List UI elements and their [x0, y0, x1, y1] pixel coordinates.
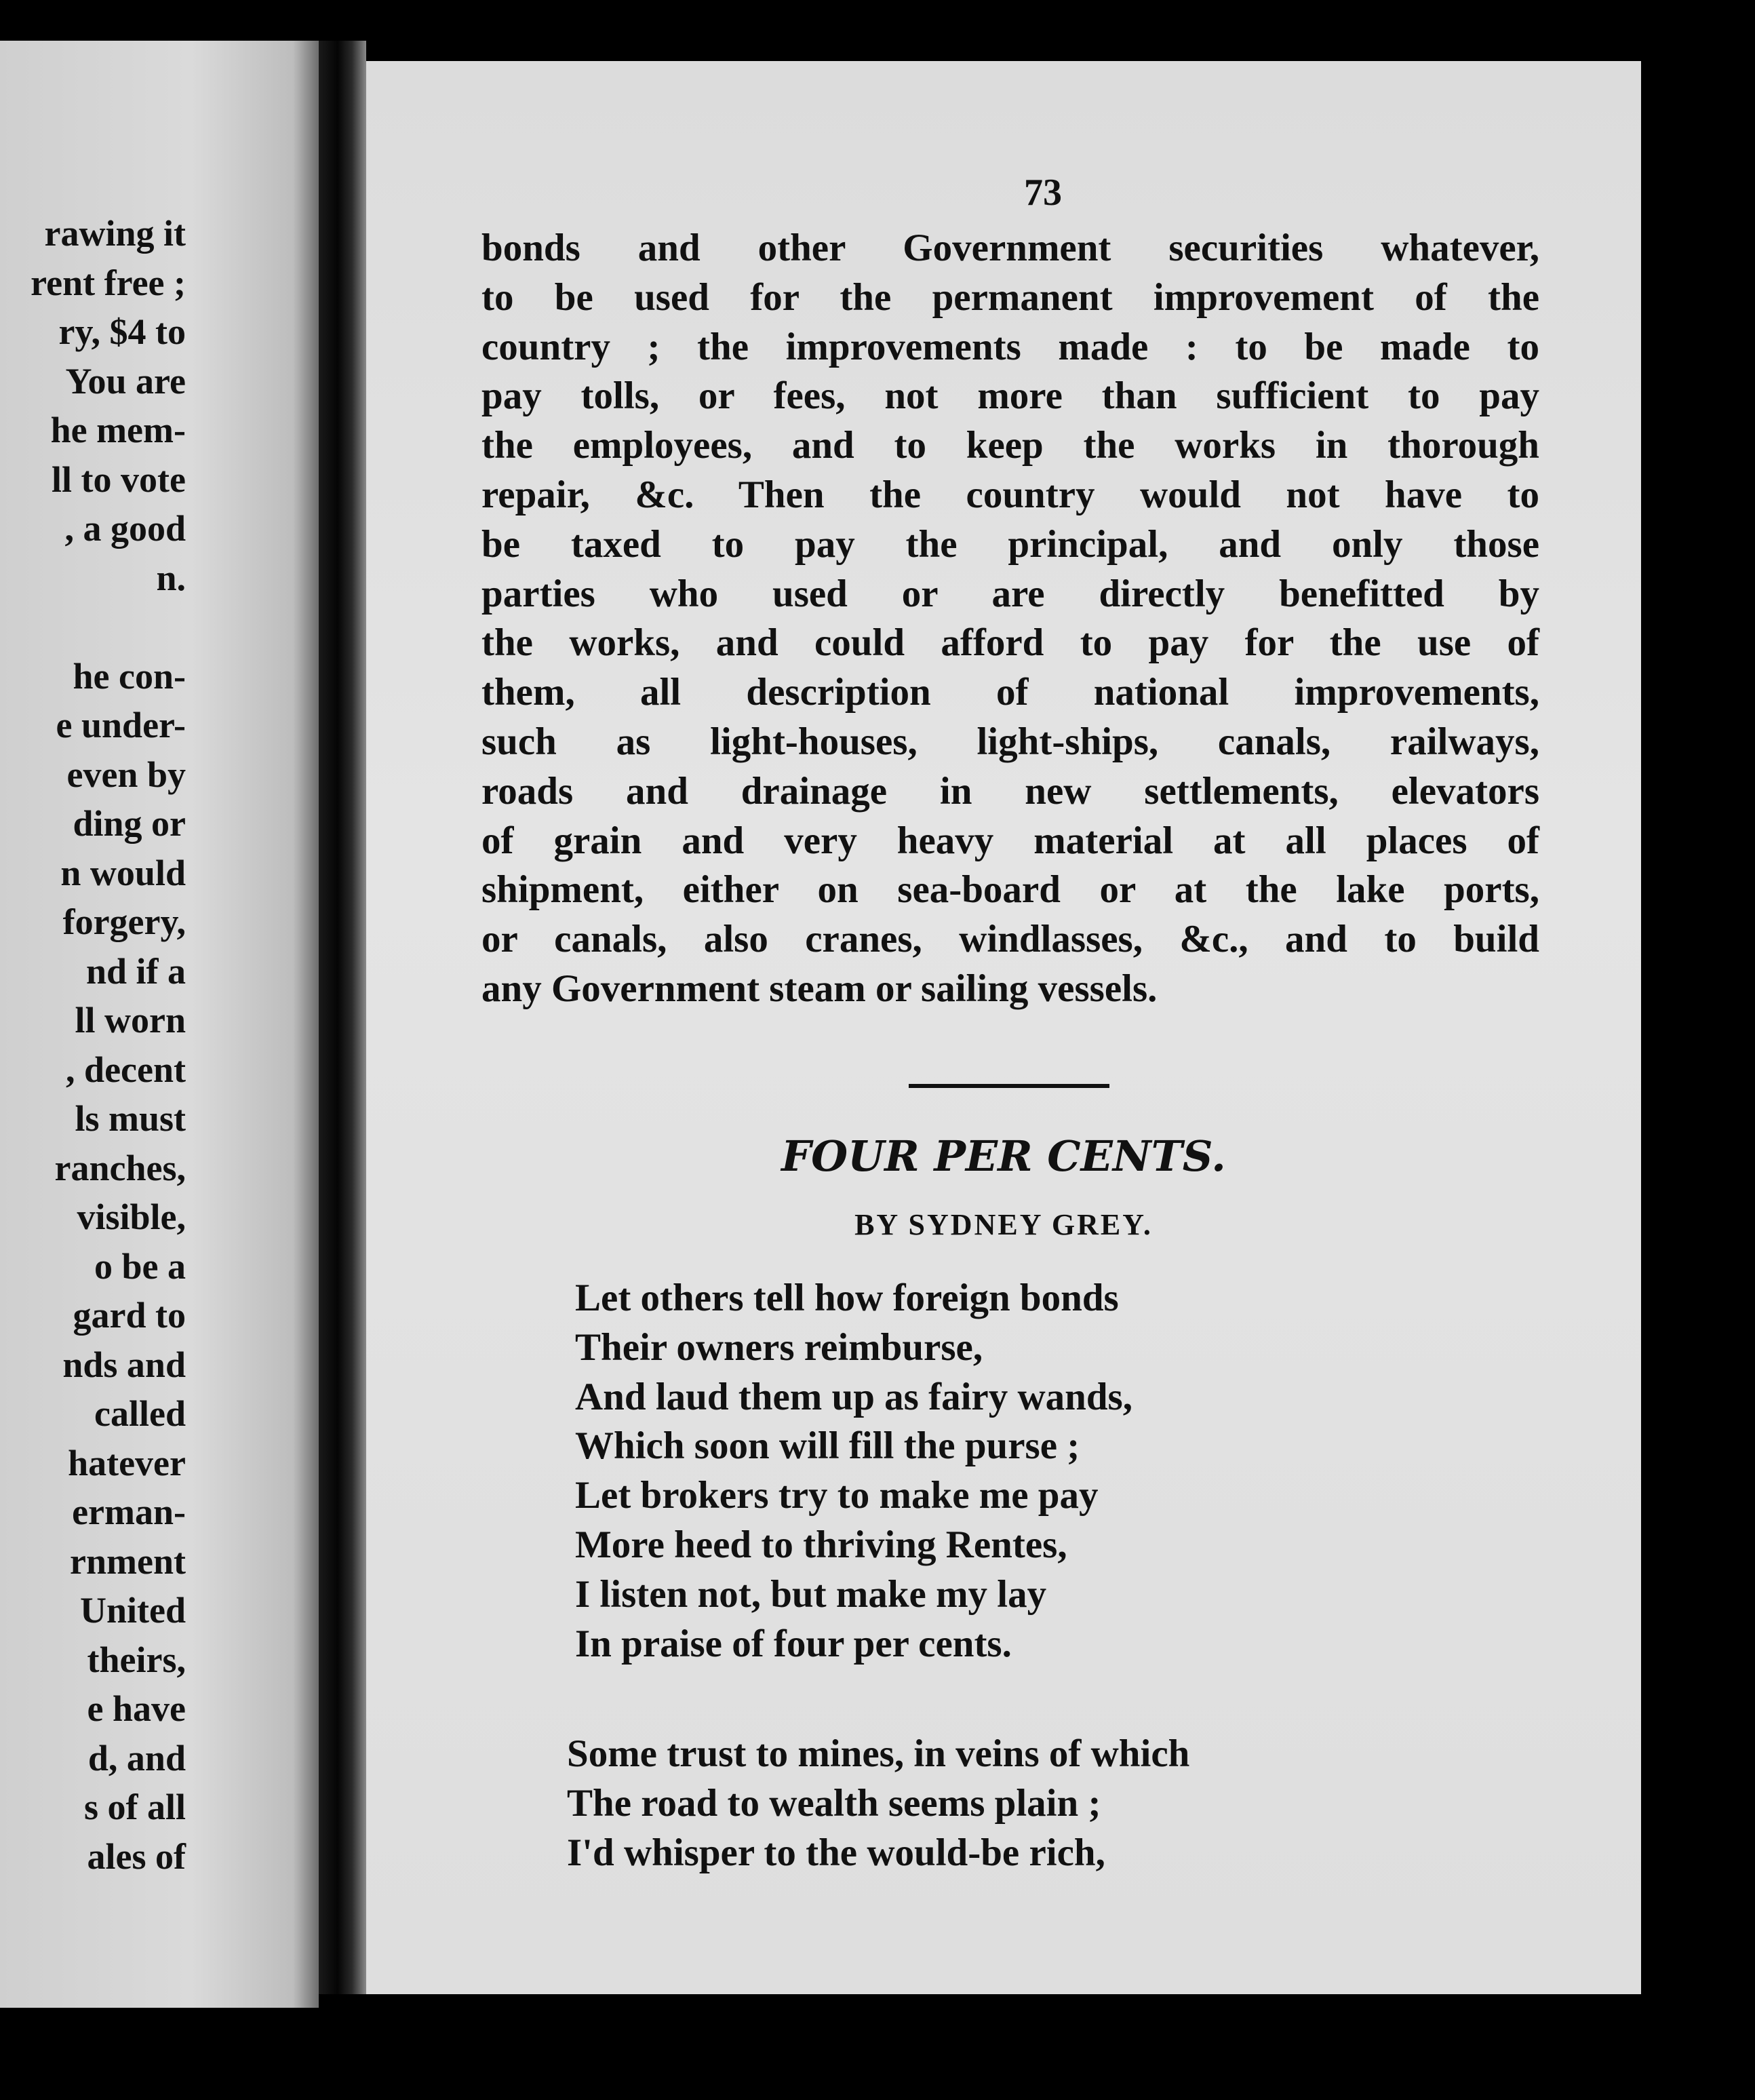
verse-line: Let brokers try to make me pay [575, 1474, 1099, 1517]
verse-line: The road to wealth seems plain ; [567, 1781, 1101, 1825]
left-line: ales of [87, 1835, 186, 1877]
book-binding-gutter [319, 41, 366, 1994]
left-line: o be a [94, 1245, 186, 1287]
prose-line: any Government steam or sailing vessels. [481, 967, 1158, 1010]
left-line: ry, $4 to [58, 311, 186, 352]
left-line: called [94, 1393, 186, 1434]
left-line: gard to [73, 1295, 186, 1336]
prose-line: roads and drainage in new settlements, elevators [481, 769, 1539, 813]
left-line: hatever [68, 1442, 186, 1483]
prose-line: shipment, either on sea-board or at the lake ports, [481, 868, 1539, 912]
verse-line: I listen not, but make my lay [575, 1572, 1047, 1616]
left-line: d, and [87, 1737, 186, 1778]
left-line: ll to vote [52, 459, 186, 500]
poem-byline: BY SYDNEY GREY. [854, 1208, 1153, 1241]
prose-line: the works, and could afford to pay for the use of [481, 621, 1539, 665]
poem-title: FOUR PER CENTS. [781, 1131, 1226, 1181]
left-line: he mem- [50, 410, 186, 450]
left-line: theirs, [87, 1639, 186, 1680]
prose-line: them, all description of national improvements, [481, 671, 1539, 714]
left-line: rnment [70, 1540, 186, 1582]
left-facing-page [0, 41, 319, 2008]
prose-line: country ; the improvements made : to be made to [481, 325, 1539, 368]
verse-line: Let others tell how foreign bonds [575, 1277, 1119, 1319]
prose-line: parties who used or are directly benefitted by [481, 572, 1539, 615]
left-line: erman- [72, 1492, 186, 1532]
left-line: United [79, 1590, 186, 1631]
poem-stanza-1 [575, 1274, 1132, 1669]
verse-line: In praise of four per cents. [575, 1622, 1012, 1665]
prose-line: or canals, also cranes, windlasses, &c., and to build [481, 918, 1539, 961]
left-line: even by [66, 754, 186, 795]
left-line: , a good [64, 508, 186, 549]
verse-line: Which soon will fill the purse ; [575, 1424, 1080, 1468]
left-line-blank [31, 602, 186, 652]
left-line: ll worn [75, 1000, 186, 1041]
left-line: ranches, [54, 1147, 186, 1188]
prose-line: pay tolls, or fees, not more than sufficient to pay [481, 374, 1539, 418]
verse-line: And laud them up as fairy wands, [575, 1375, 1132, 1418]
left-line: visible, [77, 1197, 186, 1237]
left-line: You are [65, 360, 186, 402]
left-line: rawing it [44, 213, 186, 254]
left-line: rent free ; [31, 262, 186, 303]
left-page-text-fragments [31, 209, 186, 1881]
left-line: , decent [66, 1049, 186, 1090]
left-line: n would [60, 852, 186, 893]
prose-line: to be used for the permanent improvement of the [481, 275, 1539, 319]
verse-line: More heed to thriving Rentes, [575, 1523, 1067, 1566]
prose-line: be taxed to pay the principal, and only those [481, 522, 1539, 566]
left-line: n. [156, 557, 186, 598]
verse-line: Their owners reimburse, [575, 1325, 983, 1369]
verse-line: Some trust to mines, in veins of which [567, 1732, 1190, 1775]
left-line: nds and [62, 1344, 186, 1385]
left-line: e have [87, 1688, 186, 1729]
prose-line: repair, &c. Then the country would not have to [481, 473, 1539, 516]
left-line: ding or [73, 803, 186, 844]
left-line: ls must [75, 1098, 186, 1139]
verse-line: I'd whisper to the would-be rich, [567, 1831, 1105, 1874]
left-line: s of all [83, 1787, 186, 1827]
prose-paragraph [481, 224, 1539, 1014]
prose-line: the employees, and to keep the works in thorough [481, 424, 1539, 467]
page-number: 73 [1024, 172, 1062, 214]
left-line: forgery, [62, 901, 186, 942]
left-line: nd if a [85, 950, 186, 992]
poem-stanza-2 [567, 1730, 1189, 1878]
prose-line: bonds and other Government securities whatever, [481, 227, 1539, 269]
left-line: e under- [56, 705, 186, 745]
left-line: he con- [73, 655, 186, 697]
section-divider-rule [909, 1084, 1109, 1088]
prose-line: such as light-houses, light-ships, canals, railways, [481, 720, 1539, 763]
prose-line: of grain and very heavy material at all places of [481, 819, 1539, 862]
